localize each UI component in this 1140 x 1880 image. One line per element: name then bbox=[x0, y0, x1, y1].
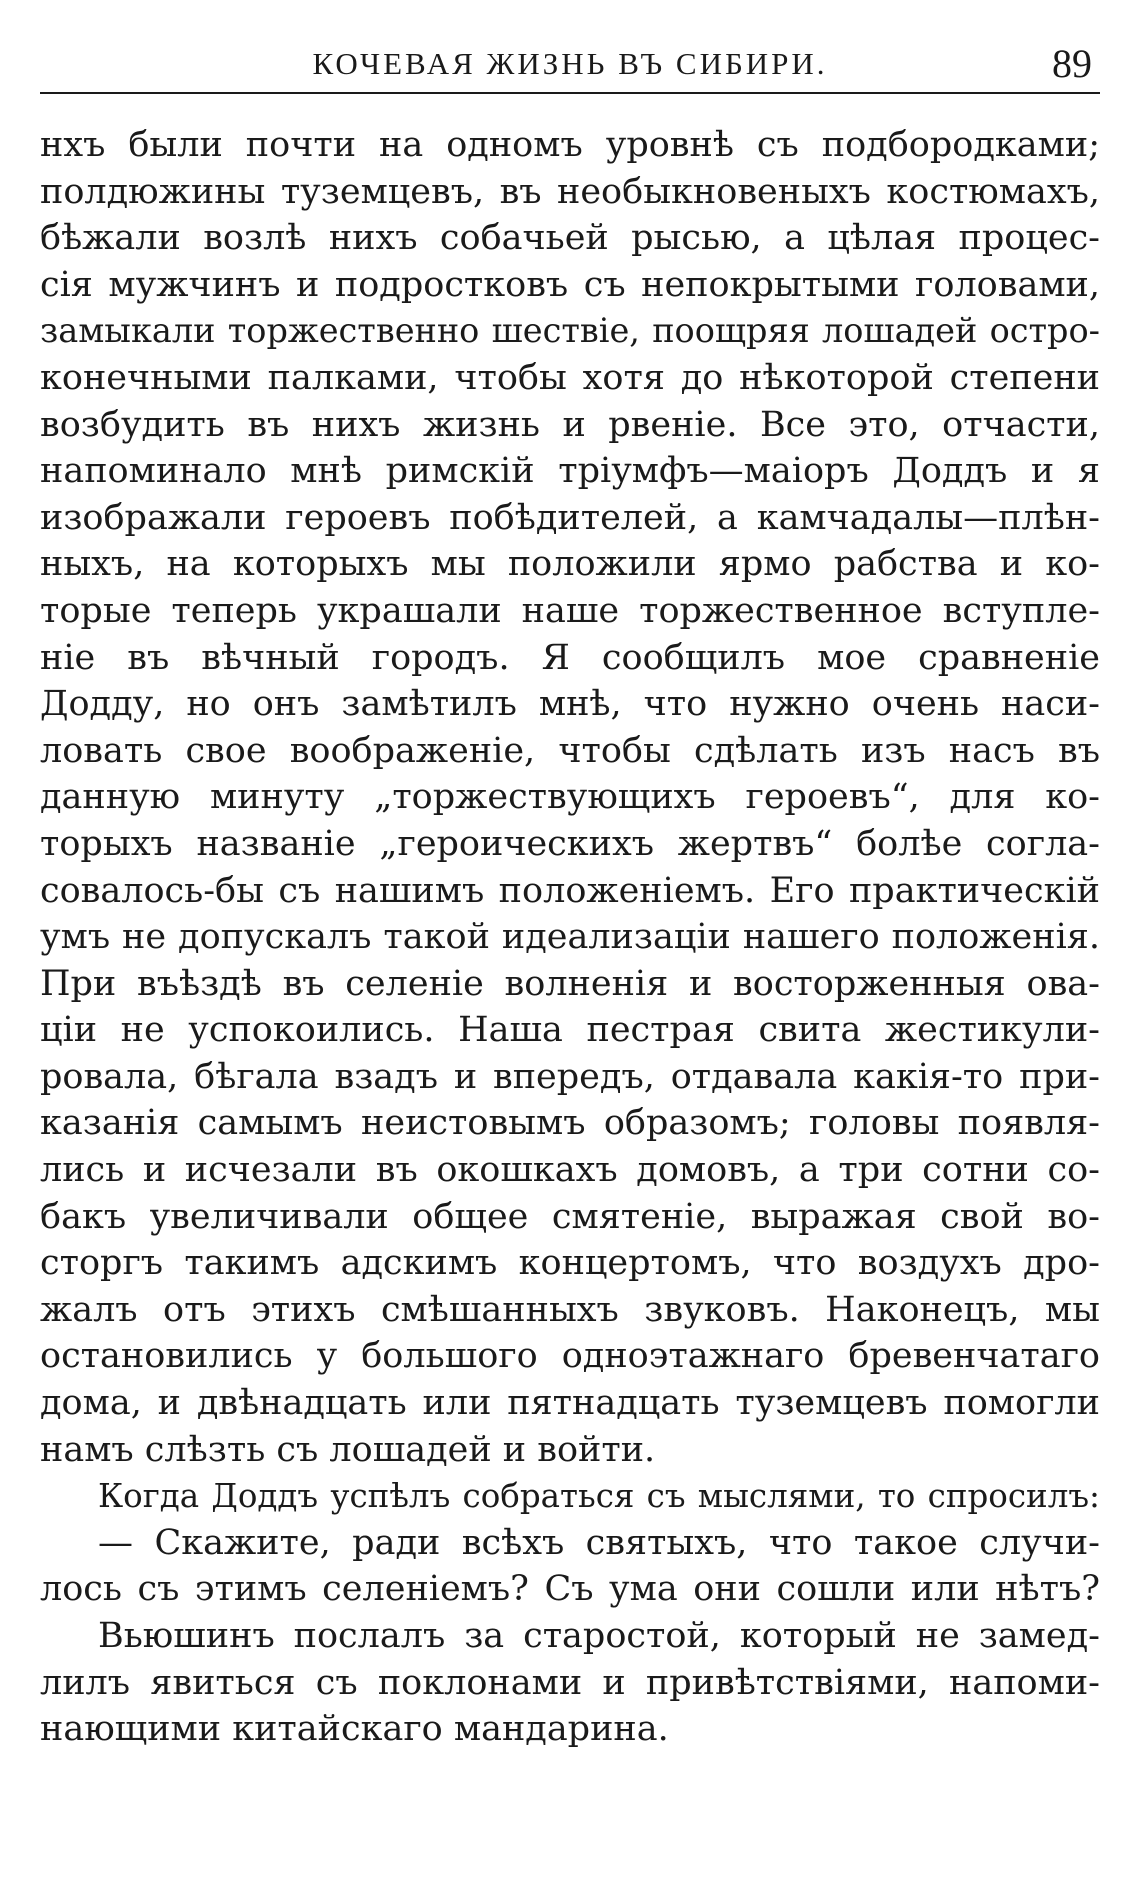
text-line: остановились у большого одноэтажнаго бревенчатаго bbox=[40, 1336, 1100, 1377]
text-line: конечными палками, чтобы хотя до нѣкоторой степени bbox=[40, 357, 1100, 398]
text-line: При въѣздѣ въ селеніе волненія и восторженныя ова- bbox=[40, 963, 1100, 1004]
text-line: казанія самымъ неистовымъ образомъ; головы появля- bbox=[40, 1103, 1100, 1144]
text-line: Додду, но онъ замѣтилъ мнѣ, что нужно очень наси- bbox=[40, 684, 1100, 725]
text-line: торые теперь украшали наше торжественное вступле- bbox=[40, 590, 1100, 631]
text-line: Когда Доддъ успѣлъ собраться съ мыслями, то спросилъ: bbox=[98, 1477, 1100, 1516]
text-line: жалъ отъ этихъ смѣшанныхъ звуковъ. Наконецъ, мы bbox=[40, 1289, 1100, 1330]
text-line: полдюжины туземцевъ, въ необыкновеныхъ костюмахъ, bbox=[40, 171, 1100, 212]
text-line: нающими китайскаго мандарина. bbox=[40, 1709, 669, 1750]
header-rule bbox=[40, 92, 1100, 94]
text-line: сторгъ такимъ адскимъ концертомъ, что воздухъ дро- bbox=[40, 1243, 1100, 1284]
text-line: лось съ этимъ селеніемъ? Съ ума они сошли или нѣтъ? bbox=[40, 1569, 1100, 1610]
text-line: ніе въ вѣчный городъ. Я сообщилъ мое сравненіе bbox=[40, 637, 1100, 678]
text-line: совалось-бы съ нашимъ положеніемъ. Его практическій bbox=[40, 870, 1100, 911]
text-line: лилъ явиться съ поклонами и привѣтствіями, напоми- bbox=[40, 1662, 1100, 1703]
text-line: дома, и двѣнадцать или пятнадцать туземцевъ помогли bbox=[40, 1383, 1100, 1424]
body-text bbox=[40, 122, 1100, 1753]
text-line: лись и исчезали въ окошкахъ домовъ, а три сотни со- bbox=[40, 1150, 1100, 1191]
text-line: нхъ были почти на одномъ уровнѣ съ подбородками; bbox=[40, 125, 1100, 165]
text-line: ловать свое воображеніе, чтобы сдѣлать изъ насъ въ bbox=[40, 730, 1100, 771]
text-line: ціи не успокоились. Наша пестрая свита жестикули- bbox=[40, 1010, 1100, 1051]
text-line: намъ слѣзть съ лошадей и войти. bbox=[40, 1429, 656, 1470]
text-line: ровала, бѣгала взадъ и впередъ, отдавала какія-то при- bbox=[40, 1056, 1100, 1097]
running-head-title: КОЧЕВАЯ ЖИЗНЬ ВЪ СИБИРИ. bbox=[312, 46, 828, 81]
text-line: сія мужчинъ и подростковъ съ непокрытыми головами, bbox=[40, 264, 1100, 305]
running-head bbox=[40, 40, 1100, 96]
text-line: данную минуту „торжествующихъ героевъ“, для ко- bbox=[40, 777, 1100, 818]
text-line: напоминало мнѣ римскій тріумфъ—маіоръ Доддъ и я bbox=[40, 451, 1100, 492]
text-line: умъ не допускалъ такой идеализаціи нашего положенія. bbox=[40, 917, 1100, 958]
text-line: ныхъ, на которыхъ мы положили ярмо рабства и ко- bbox=[40, 544, 1100, 585]
text-line: — Скажите, ради всѣхъ святыхъ, что такое случи- bbox=[98, 1522, 1100, 1563]
text-line: Вьюшинъ послалъ за старостой, который не замед- bbox=[98, 1616, 1100, 1656]
page-number: 89 bbox=[1052, 41, 1092, 86]
text-line: возбудить въ нихъ жизнь и рвеніе. Все это, отчасти, bbox=[40, 404, 1100, 445]
text-line: бѣжали возлѣ нихъ собачьей рысью, а цѣлая процес- bbox=[40, 218, 1100, 259]
text-line: бакъ увеличивали общее смятеніе, выражая свой во- bbox=[40, 1196, 1100, 1237]
text-line: замыкали торжественно шествіе, поощряя лошадей остро- bbox=[40, 311, 1100, 351]
text-line: изображали героевъ побѣдителей, а камчадалы—плѣн- bbox=[40, 497, 1100, 538]
text-line: торыхъ названіе „героическихъ жертвъ“ болѣе согла- bbox=[40, 823, 1100, 864]
